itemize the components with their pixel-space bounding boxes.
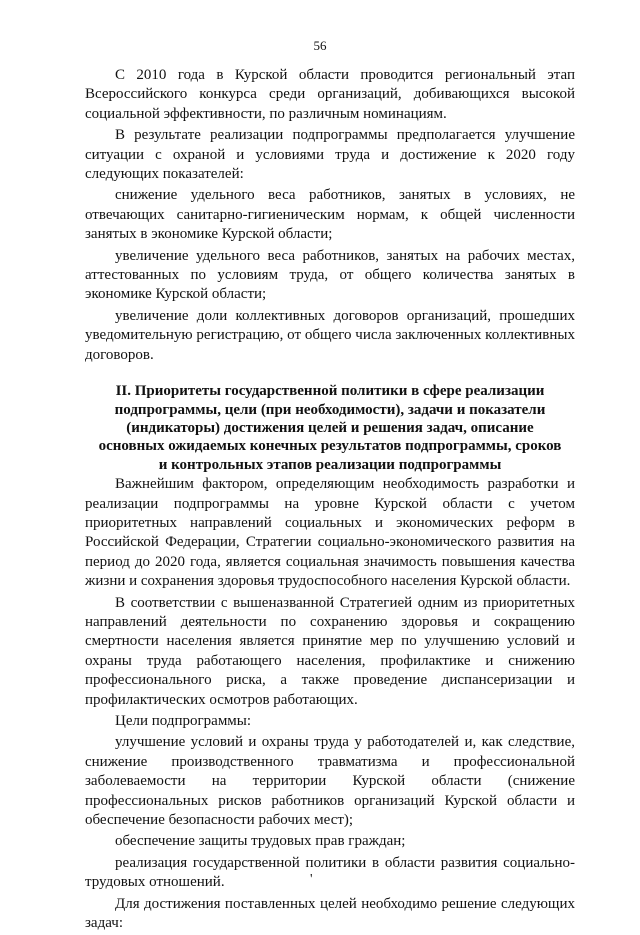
stray-mark: ' — [310, 872, 313, 887]
paragraph: В результате реализации подпрограммы предполагается улучшение ситуации с охраной и условиями труда и достижение к 2020 году следующих показателей: — [85, 127, 575, 183]
paragraph: Важнейшим фактором, определяющим необходимость разработки и реализации подпрограммы на уровне Курской области с учетом приоритетных направлений социальных и экономических реформ в Российской Федерации, Стратегии социально-экономического развития на период до 2020 года, является социальная значимость повышения качества жизни и сохранения здоровья трудоспособного населения Курской области. — [85, 476, 575, 590]
list-item: улучшение условий и охраны труда у работодателей и, как следствие, снижение производственного травматизма и профессиональной заболеваемости на территории Курской области (снижение профессиональных рисков работников организаций Курской области и обеспечение безопасности рабочих мест); — [85, 734, 575, 829]
list-item: увеличение доли коллективных договоров организаций, прошедших уведомительную регистрацию, от общего числа заключенных коллективных договоров. — [85, 307, 575, 363]
paragraph: Для достижения поставленных целей необходимо решение следующих задач: — [85, 895, 575, 932]
list-item: снижение удельного веса работников, занятых в условиях, не отвечающих санитарно-гигиеническим нормам, к общей численности занятых в экономике Курской области; — [85, 187, 575, 243]
list-item: обеспечение защиты трудовых прав граждан; — [115, 833, 406, 850]
document-body — [85, 66, 575, 935]
paragraph: В соответствии с вышеназванной Стратегией одним из приоритетных направлений деятельности по сохранению здоровья и сокращению смертности населения является принятие мер по улучшению условий и охраны труда работающего населения, профилактике и снижению профессионального риска, а также проведение диспансеризации и профилактических осмотров работающих. — [85, 594, 575, 708]
list-item: реализация государственной политики в области развития социально-трудовых отношений. — [85, 854, 575, 891]
section-heading: II. Приоритеты государственной политики в сфере реализации подпрограммы, цели (при необходимости), задачи и показатели (индикаторы) достижения целей и решения задач, описание основных ожидаемых конечных результатов подпрограммы, сроков и контрольных этапов реализации подпрограммы — [98, 383, 562, 473]
paragraph: С 2010 года в Курской области проводится региональный этап Всероссийского конкурса среди организаций, добивающихся высокой социальной эффективности, по различным номинациям. — [85, 67, 575, 122]
page-number: 56 — [313, 38, 327, 53]
list-item: увеличение удельного веса работников, занятых на рабочих местах, аттестованных по условиям труда, от общего количества занятых в экономике Курской области; — [85, 247, 575, 303]
paragraph: Цели подпрограммы: — [115, 713, 252, 729]
